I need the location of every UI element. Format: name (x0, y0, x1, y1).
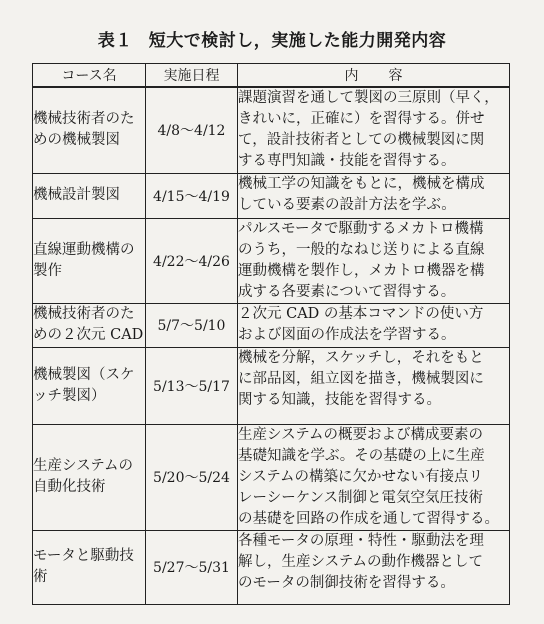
schedule-cell: 4/15～4/19 (146, 173, 238, 218)
content-cell (238, 173, 510, 218)
content-line: および図面の作成法を学習する。 (238, 326, 456, 343)
content-cell (238, 87, 510, 173)
table-number: 表１ (97, 31, 133, 51)
course-name-cell: 機械設計製図 (33, 173, 146, 218)
course-name-cell: 機械製図（スケッチ製図） (33, 347, 146, 424)
table-title: 短大で検討し，実施した能力開発内容 (148, 31, 447, 51)
table-row (33, 173, 510, 218)
table-row (33, 218, 510, 303)
content-line: の基礎を回路の作成を通して習得する。 (238, 510, 499, 527)
content-line: 生産システムの概要および構成要素の (238, 426, 484, 443)
content-cell (238, 530, 510, 604)
course-name-cell: 生産システムの自動化技術 (33, 424, 146, 530)
schedule-cell: 4/22～4/26 (146, 218, 238, 303)
content-line: に部品図，組立図を描き，機械製図に (238, 370, 484, 387)
content-cell (238, 303, 510, 347)
course-name-cell: 機械技術者のための機械製図 (33, 87, 146, 173)
content-line: のモータの制御技術を習得する。 (238, 574, 455, 591)
header-dates: 実施日程 (146, 64, 238, 88)
course-name-cell: 機械技術者のための２次元 CAD (33, 303, 146, 347)
content-line: 解し，生産システムの動作機器として (238, 553, 484, 570)
content-line: 成する各要素について習得する。 (238, 283, 456, 300)
header-content-label: 内容 (344, 68, 433, 84)
schedule-cell: 5/20～5/24 (146, 424, 238, 530)
content-line: 関する知識，技能を習得する。 (238, 391, 441, 408)
schedule-cell: 5/27～5/31 (146, 530, 238, 604)
table-row (33, 424, 510, 530)
content-line: 基礎知識を学ぶ。その基礎の上に生産 (238, 447, 485, 464)
content-line: 各種モータの原理・特性・駆動法を理 (238, 532, 484, 549)
content-line: レーシーケンス制御と電気空気圧技術 (238, 489, 484, 506)
content-line: 運動機構を製作し，メカトロ機器を構 (238, 262, 485, 279)
table-row (33, 347, 510, 424)
content-cell (238, 424, 510, 530)
content-cell (238, 218, 510, 303)
content-line: 課題演習を通して製図の三原則（早く， (238, 90, 499, 106)
header-course-name: コース名 (33, 64, 146, 88)
course-name-cell: 直線運動機構の製作 (33, 218, 146, 303)
content-line: 機械を分解，スケッチし，それをもと (238, 349, 484, 366)
content-line: 機械工学の知識をもとに，機械を構成 (238, 175, 485, 192)
content-line: きれいに，正確に）を習得する。併せ (238, 111, 485, 127)
course-name-cell: モータと駆動技術 (33, 530, 146, 604)
content-line: ２次元 CAD の基本コマンドの使い方 (238, 305, 484, 322)
content-line: している要素の設計方法を学ぶ。 (238, 196, 456, 213)
table-caption (0, 26, 544, 51)
table-header-row (33, 64, 510, 88)
course-table (32, 63, 510, 605)
table-row (33, 530, 510, 604)
schedule-cell: 4/8～4/12 (146, 87, 238, 173)
schedule-cell: 5/13～5/17 (146, 347, 238, 424)
header-content (238, 64, 510, 88)
table-row (33, 87, 510, 173)
content-line: て，設計技術者としての機械製図に関 (238, 132, 485, 148)
table-row (33, 303, 510, 347)
content-line: する専門知識・技能を習得する。 (238, 153, 456, 169)
content-line: のうち，一般的なねじ送りによる直線 (238, 241, 485, 258)
schedule-cell: 5/7～5/10 (146, 303, 238, 347)
content-line: システムの構築に欠かせない有接点リ (238, 468, 484, 485)
content-line: パルスモータで駆動するメカトロ機構 (238, 220, 484, 237)
content-cell (238, 347, 510, 424)
